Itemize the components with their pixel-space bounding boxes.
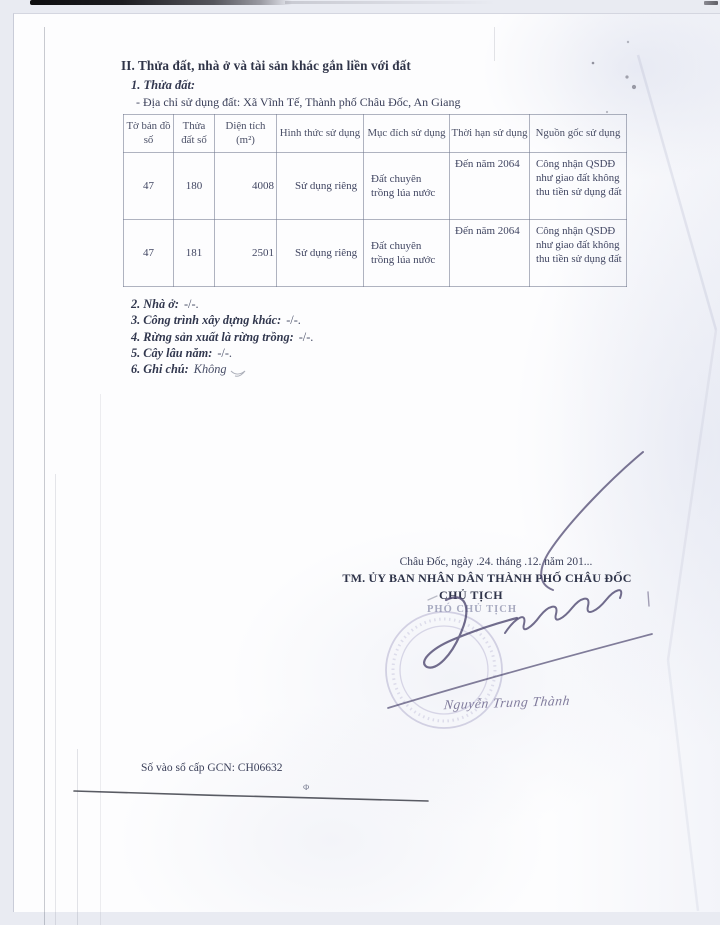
registry-line: Số vào sổ cấp GCN: CH06632 [141, 762, 283, 774]
table-row [124, 220, 627, 287]
table-cell: Công nhận QSDĐ như giao đất không thu tiền sử dụng đất [530, 220, 627, 287]
item-label: 5. Cây lâu năm: [131, 345, 213, 360]
table-header-row [124, 115, 627, 153]
table-header-cell: Nguồn gốc sử dụng [530, 115, 627, 153]
table-header-cell: Hình thức sử dụng [277, 115, 364, 153]
list-item [131, 345, 313, 361]
table-cell: Sử dụng riêng [277, 153, 364, 220]
table-row [124, 153, 627, 220]
table-cell: 4008 [215, 153, 277, 220]
scanned-page [13, 13, 720, 912]
table-cell: 180 [174, 153, 215, 220]
item-label: 2. Nhà ở: [131, 297, 179, 311]
table-header-cell: Thửa đất số [174, 115, 215, 153]
table-cell: Công nhận QSDĐ như giao đất không thu tiền sử dụng đất [530, 153, 627, 220]
registry-small-mark: Ф [303, 783, 310, 792]
scan-corner-mark [704, 1, 718, 5]
item-label: 6. Ghi chú: [131, 362, 189, 377]
table-cell: 2501 [215, 220, 277, 287]
page-fold-line [55, 474, 56, 925]
item-value: Không [193, 362, 227, 377]
table-cell: Đất chuyên trồng lúa nước [364, 220, 450, 287]
land-parcel-table-wrap [123, 114, 627, 287]
address-line: - Địa chỉ sử dụng đất: Xã Vĩnh Tế, Thành phố Châu Đốc, An Giang [136, 95, 461, 109]
table-cell: 181 [174, 220, 215, 287]
page-fold-line [494, 27, 495, 61]
sig-committee-line: TM. ỦY BAN NHÂN DÂN THÀNH PHỐ CHÂU ĐỐC [342, 571, 632, 585]
scan-edge-strip [30, 0, 292, 5]
table-header-cell: Diện tích (m²) [215, 115, 277, 153]
scan-edge-strip-faint [285, 1, 495, 4]
sig-title-line: CHỦ TỊCH [438, 588, 504, 602]
land-parcel-table [123, 114, 627, 287]
item-value: -/-. [217, 345, 232, 360]
section-title: II. Thửa đất, nhà ở và tài sản khác gắn liền với đất [121, 58, 411, 73]
item-value: -/-. [286, 313, 301, 328]
table-cell: 47 [124, 153, 174, 220]
table-cell: 47 [124, 220, 174, 287]
item-label: 4. Rừng sản xuất là rừng trồng: [131, 329, 294, 344]
table-header-cell: Thời hạn sử dụng [450, 115, 530, 153]
table-cell: Sử dụng riêng [277, 220, 364, 287]
land-table-body [124, 153, 627, 287]
sig-date-line: Châu Đốc, ngày .24. tháng .12. năm 201... [399, 556, 593, 568]
item-value: -/-. [183, 297, 199, 311]
list-item [131, 361, 313, 377]
signature-block [297, 556, 677, 615]
item-value: -/-. [298, 329, 314, 344]
table-cell: Đất chuyên trồng lúa nước [364, 153, 450, 220]
page-fold-line [100, 394, 101, 925]
page-fold-line [44, 27, 45, 925]
table-header-cell: Mục đích sử dụng [364, 115, 450, 153]
page-fold-line [77, 749, 78, 925]
table-cell: Đến năm 2064 [450, 220, 530, 287]
items-list [131, 296, 313, 377]
sig-stamp-title: PHÓ CHỦ TỊCH [427, 604, 517, 615]
list-item [131, 312, 313, 328]
item-label: 3. Công trình xây dựng khác: [131, 313, 282, 328]
subsection-title: 1. Thửa đất: [131, 78, 196, 92]
list-item [131, 296, 313, 312]
signer-name: Nguyễn Trung Thành [443, 692, 571, 713]
list-item [131, 329, 313, 345]
table-cell: Đến năm 2064 [450, 153, 530, 220]
table-header-cell: Tờ bản đồ số [124, 115, 174, 153]
